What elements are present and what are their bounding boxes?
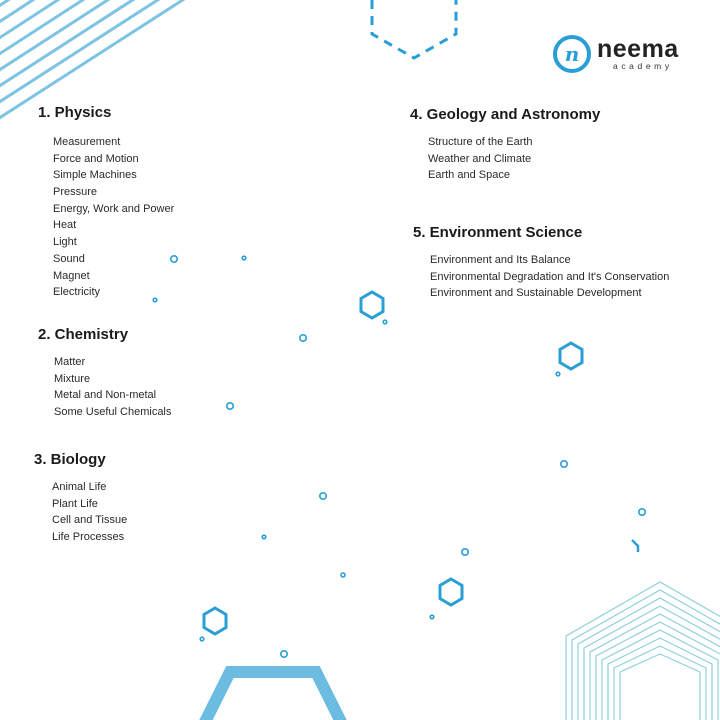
topic-item: Magnet (53, 269, 90, 282)
topic-list (52, 479, 127, 546)
nested-hexagons-decoration (566, 582, 720, 720)
section-heading: 1. Physics (38, 104, 112, 121)
topic-item: Some Useful Chemicals (54, 406, 172, 419)
small-tick-decoration (632, 540, 638, 552)
hexagon-outlines (204, 292, 582, 634)
section-physics (38, 104, 174, 301)
topic-item: Force and Motion (53, 152, 139, 165)
section-environment-science (413, 224, 669, 302)
topic-list (54, 354, 171, 421)
topic-item: Weather and Climate (428, 152, 532, 165)
section-geology-astronomy (410, 106, 600, 184)
topic-item: Matter (54, 356, 86, 368)
topic-list (428, 134, 600, 184)
section-heading: 2. Chemistry (38, 326, 129, 343)
section-chemistry (38, 326, 171, 421)
dashed-hexagon-decoration (372, 0, 456, 58)
topic-item: Energy, Work and Power (53, 202, 175, 215)
topic-item: Mixture (54, 372, 91, 385)
brand-name: neema (597, 35, 679, 63)
topic-item: Animal Life (52, 481, 107, 493)
topic-item: Environmental Degradation and It's Conservation (430, 270, 670, 283)
topic-list (53, 134, 174, 301)
topic-item: Simple Machines (53, 169, 137, 182)
topic-item: Environment and Its Balance (430, 254, 571, 266)
topic-item: Earth and Space (428, 169, 510, 182)
topic-item: Measurement (53, 136, 121, 148)
neema-academy-logo (552, 32, 692, 80)
section-heading: 3. Biology (34, 451, 106, 468)
topic-item: Plant Life (52, 497, 98, 510)
section-biology (34, 451, 127, 546)
topic-item: Sound (53, 252, 85, 265)
topic-item: Structure of the Earth (428, 136, 533, 148)
topic-item: Heat (53, 219, 77, 232)
topic-list (430, 252, 669, 302)
section-heading: 4. Geology and Astronomy (410, 106, 601, 123)
logo-mark-icon (552, 34, 592, 74)
topic-item: Cell and Tissue (52, 514, 128, 527)
topic-item: Light (53, 236, 77, 249)
brand-tagline: academy (613, 61, 673, 71)
topic-item: Pressure (53, 186, 98, 199)
topic-item: Environment and Sustainable Development (430, 287, 642, 300)
large-hexagon-decoration (196, 672, 350, 720)
logo-letter: n (564, 42, 580, 66)
bubble-dots (153, 256, 645, 657)
topic-item: Metal and Non-metal (54, 389, 157, 402)
topic-item: Life Processes (52, 531, 125, 544)
topic-item: Electricity (53, 286, 101, 299)
section-heading: 5. Environment Science (413, 224, 583, 241)
